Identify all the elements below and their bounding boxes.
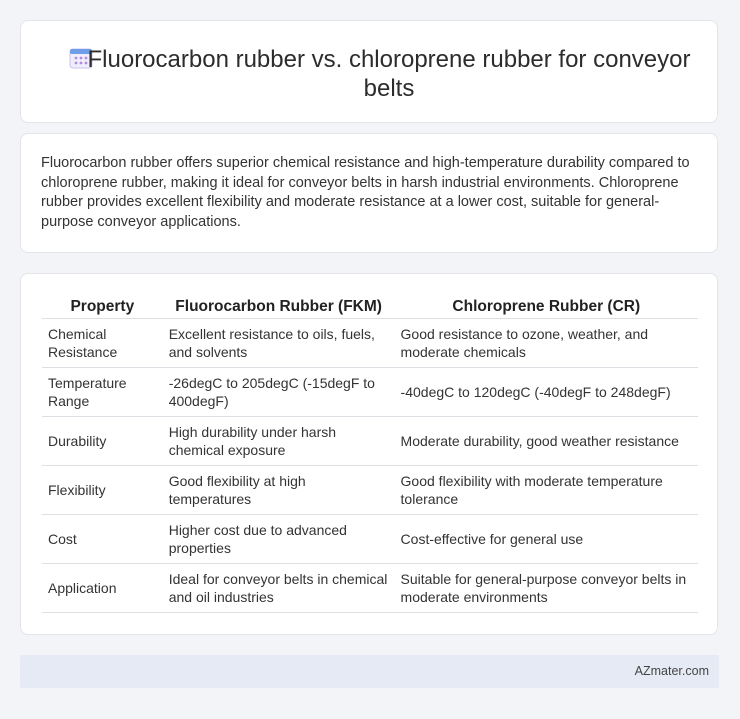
cr-cell: Good resistance to ozone, weather, and moderate chemicals <box>395 319 698 368</box>
cr-cell: Moderate durability, good weather resistance <box>395 417 698 466</box>
fkm-cell: High durability under harsh chemical exposure <box>163 417 395 466</box>
header-property: Property <box>42 296 163 319</box>
property-cell: Cost <box>42 515 163 564</box>
table-row <box>42 368 698 417</box>
table-header-row <box>42 296 698 319</box>
cr-cell: Cost-effective for general use <box>395 515 698 564</box>
intro-card <box>20 133 718 253</box>
intro-paragraph: Fluorocarbon rubber offers superior chemical resistance and high-temperature durability compared to chloroprene rubber, making it ideal for conveyor belts in harsh industrial environments. Chloroprene rubber provides excellent flexibility and moderate resistance at a lower cost, suitable for general-purpose conveyor applications. <box>41 155 690 230</box>
property-cell: Temperature Range <box>42 368 163 417</box>
comparison-table <box>42 296 698 613</box>
table-row <box>42 564 698 613</box>
footer-site-link[interactable]: AZmater.com <box>634 664 709 678</box>
property-cell: Application <box>42 564 163 613</box>
table-row <box>42 466 698 515</box>
fkm-cell: Excellent resistance to oils, fuels, and solvents <box>163 319 395 368</box>
footer-bar <box>20 655 719 688</box>
property-cell: Durability <box>42 417 163 466</box>
fkm-cell: Higher cost due to advanced properties <box>163 515 395 564</box>
comparison-card <box>20 273 718 635</box>
table-row <box>42 417 698 466</box>
cr-cell: Suitable for general-purpose conveyor belts in moderate environments <box>395 564 698 613</box>
fkm-cell: Good flexibility at high temperatures <box>163 466 395 515</box>
cr-cell: Good flexibility with moderate temperature tolerance <box>395 466 698 515</box>
property-cell: Chemical Resistance <box>42 319 163 368</box>
cr-cell: -40degC to 120degC (-40degF to 248degF) <box>395 368 698 417</box>
fkm-cell: -26degC to 205degC (-15degF to 400degF) <box>163 368 395 417</box>
header-cr: Chloroprene Rubber (CR) <box>395 296 698 319</box>
page-title: Fluorocarbon rubber vs. chloroprene rubber for conveyor belts <box>87 46 691 102</box>
table-row <box>42 319 698 368</box>
title-card <box>20 20 718 123</box>
fkm-cell: Ideal for conveyor belts in chemical and oil industries <box>163 564 395 613</box>
table-row <box>42 515 698 564</box>
header-fkm: Fluorocarbon Rubber (FKM) <box>163 296 395 319</box>
property-cell: Flexibility <box>42 466 163 515</box>
